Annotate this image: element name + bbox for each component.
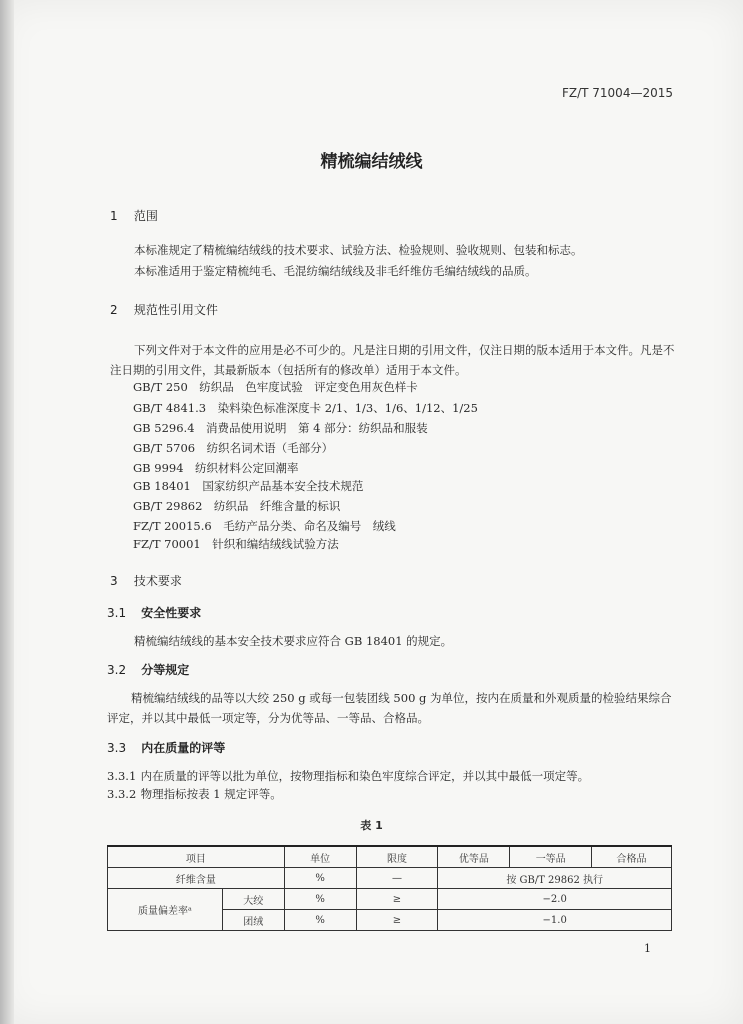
subsection-title: 分等规定 — [141, 663, 190, 677]
table-caption: 表 1 — [360, 819, 383, 832]
table-cell: 团绒 — [222, 910, 284, 931]
subsection-title: 内在质量的评等 — [141, 741, 226, 755]
clause-3-3-1 — [107, 768, 589, 784]
table-row — [108, 868, 672, 889]
reference-item: GB/T 29862 纺织品 纤维含量的标识 — [133, 499, 341, 513]
table-cell: ≥ — [356, 889, 438, 910]
section-number: 2 — [110, 303, 118, 317]
physical-index-table — [107, 845, 672, 931]
section-title: 规范性引用文件 — [133, 303, 218, 317]
scope-paragraph-1: 本标准规定了精梳编结绒线的技术要求、试验方法、检验规则、验收规则、包装和标志。 — [134, 243, 583, 257]
subsection-number: 3.2 — [107, 663, 127, 677]
subsection-3-3-heading — [107, 739, 225, 756]
table-cell: % — [284, 910, 356, 931]
subsection-title: 安全性要求 — [141, 606, 202, 620]
table-cell: 质量偏差率ᵃ — [108, 889, 223, 931]
table-cell: 纤维含量 — [108, 868, 285, 889]
subsection-number: 3.1 — [107, 606, 127, 620]
clause-number: 3.3.1 — [107, 769, 137, 783]
clause-text: 内在质量的评等以批为单位，按物理指标和染色牢度综合评定，并以其中最低一项定等。 — [140, 769, 590, 783]
subsection-number: 3.3 — [107, 741, 127, 755]
clause-3-3-2 — [107, 786, 282, 802]
section-title: 范围 — [133, 209, 158, 223]
table-cell: % — [284, 868, 356, 889]
reference-item: GB/T 250 纺织品 色牢度试验 评定变色用灰色样卡 — [133, 380, 418, 394]
table-cell: ≥ — [356, 910, 438, 931]
clause-number: 3.3.2 — [107, 787, 137, 801]
table-cell: −1.0 — [438, 910, 672, 931]
table-cell: 大绞 — [222, 889, 284, 910]
table-cell: % — [284, 889, 356, 910]
scope-paragraph-2: 本标准适用于鉴定精梳纯毛、毛混纺编结绒线及非毛纤维仿毛编结绒线的品质。 — [134, 264, 537, 278]
section-3-heading — [110, 572, 182, 589]
table-row — [108, 889, 672, 910]
clause-text: 物理指标按表 1 规定评等。 — [140, 787, 282, 801]
section-title: 技术要求 — [133, 574, 182, 588]
section-1-heading — [110, 207, 158, 224]
section-number: 1 — [110, 209, 118, 223]
grading-paragraph: 精梳编结绒线的品等以大绞 250 g 或每一包装团线 500 g 为单位，按内在质量和外观质量的检验结果综合评定，并以其中最低一项定等，分为优等品、一等品、合格品。 — [107, 691, 672, 725]
header-cell: 一等品 — [510, 846, 592, 868]
header-cell: 单位 — [284, 846, 356, 868]
table-header-row — [108, 846, 672, 868]
header-cell: 合格品 — [592, 846, 672, 868]
document-title: 精梳编结绒线 — [320, 152, 423, 172]
header-cell: 限度 — [356, 846, 438, 868]
reference-item: FZ/T 70001 针织和编结绒线试验方法 — [133, 537, 339, 551]
reference-item: GB 18401 国家纺织产品基本安全技术规范 — [133, 479, 364, 493]
subsection-3-2-heading — [107, 661, 189, 678]
reference-item: GB 5296.4 消费品使用说明 第 4 部分：纺织品和服装 — [133, 421, 428, 435]
page-number: 1 — [644, 942, 651, 955]
references-intro: 下列文件对于本文件的应用是必不可少的。凡是注日期的引用文件，仅注日期的版本适用于本文件。凡是不注日期的引用文件，其最新版本（包括所有的修改单）适用于本文件。 — [110, 343, 675, 377]
reference-item: GB 9994 纺织材料公定回潮率 — [133, 461, 299, 475]
reference-item: GB/T 4841.3 染料染色标准深度卡 2/1、1/3、1/6、1/12、1/25 — [133, 401, 478, 415]
table-cell: −2.0 — [438, 889, 672, 910]
table-cell: — — [356, 868, 438, 889]
safety-paragraph: 精梳编结绒线的基本安全技术要求应符合 GB 18401 的规定。 — [134, 634, 453, 648]
standard-code: FZ/T 71004—2015 — [561, 86, 673, 100]
header-cell: 优等品 — [438, 846, 510, 868]
subsection-3-1-heading — [107, 604, 201, 621]
reference-item: GB/T 5706 纺织名词术语（毛部分） — [133, 441, 334, 455]
table-cell: 按 GB/T 29862 执行 — [438, 868, 672, 889]
section-2-heading — [110, 301, 218, 318]
header-cell: 项目 — [108, 846, 285, 868]
reference-item: FZ/T 20015.6 毛纺产品分类、命名及编号 绒线 — [133, 519, 396, 533]
section-number: 3 — [110, 574, 118, 588]
